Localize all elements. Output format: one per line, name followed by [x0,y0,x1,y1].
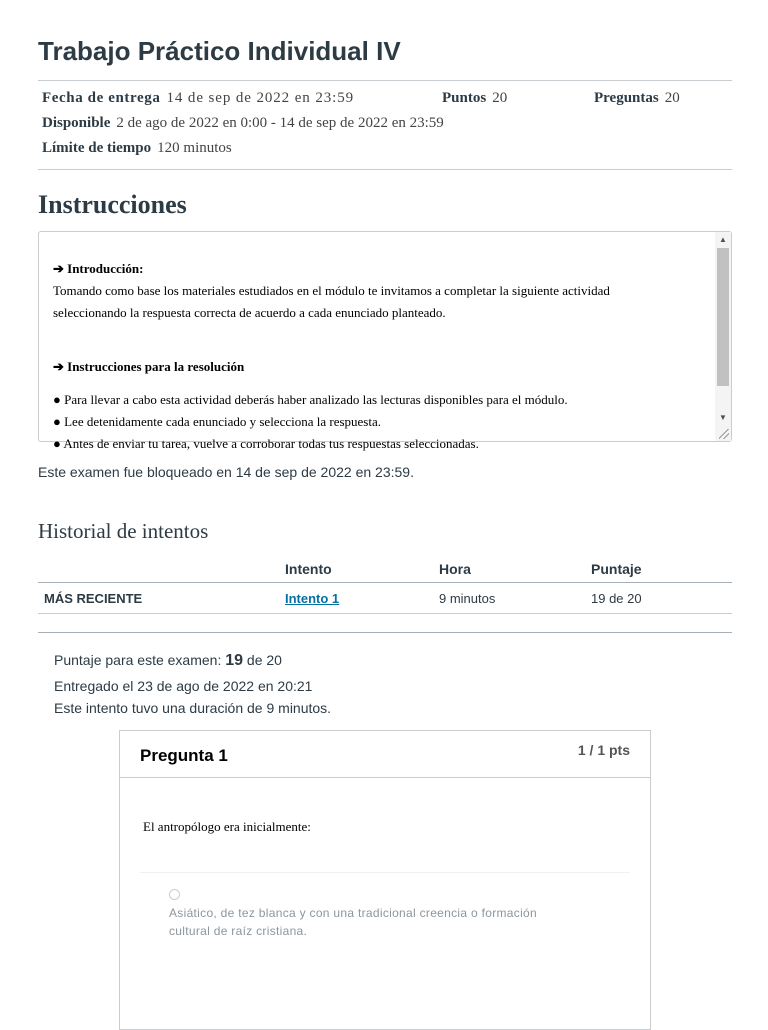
questions-label: Preguntas [594,90,659,106]
question-header [120,731,650,778]
scroll-up-icon[interactable]: ▲ [719,235,727,244]
question-title: Pregunta 1 [140,746,228,765]
time-limit-label: Límite de tiempo [42,140,152,156]
table-row-divider [38,613,732,614]
column-header-time: Hora [439,561,471,577]
answer-line: cultural de raíz cristiana. [169,924,308,938]
score-value: 19 [225,652,244,669]
table-header-divider [38,582,732,583]
time-limit-value: 120 minutos [157,140,232,156]
points-value: 20 [492,90,508,106]
intro-text-1: Tomando como base los materiales estudiados en el módulo te invitamos a completar la siguiente actividad [53,283,610,298]
score-line [54,652,282,670]
scroll-down-icon[interactable]: ▼ [719,413,727,422]
locked-message: Este examen fue bloqueado en 14 de sep de 2022 en 23:59. [38,464,414,480]
due-date-row [42,90,354,107]
submitted-line: Entregado el 23 de ago de 2022 en 20:21 [54,678,313,694]
question-text: El antropólogo era inicialmente: [143,819,311,834]
available-row [42,115,444,132]
divider [38,632,732,633]
column-header-attempt: Intento [285,561,332,577]
bullet-item: ● Para llevar a cabo esta actividad deberás haber analizado las lecturas disponibles para el módulo. [53,392,568,407]
page-title: Trabajo Práctico Individual IV [38,36,401,66]
score-suffix: de 20 [243,652,282,668]
available-label: Disponible [42,115,111,131]
answer-separator [140,872,630,873]
instructions-scrollbar[interactable] [715,232,731,441]
scroll-thumb[interactable] [717,248,729,386]
due-date-label: Fecha de entrega [42,90,161,106]
questions-value: 20 [664,90,680,106]
resize-grip-icon[interactable] [719,429,729,439]
bullet-item: ● Lee detenidamente cada enunciado y selecciona la respuesta. [53,414,381,429]
question-points: 1 / 1 pts [577,742,630,758]
questions-row [594,90,680,107]
due-date-value: 14 de sep de 2022 en 23:59 [166,90,355,106]
attempt-link[interactable]: Intento 1 [285,591,340,606]
answer-radio[interactable] [169,889,180,900]
duration-line: Este intento tuvo una duración de 9 minutos. [54,700,332,716]
time-limit-row [42,140,232,157]
points-row [442,90,507,107]
answer-text [169,904,589,940]
resolution-title: ➔ Instrucciones para la resolución [53,359,245,374]
question-card [119,730,651,1030]
score-prefix: Puntaje para este examen: [54,652,226,668]
points-label: Puntos [442,90,487,106]
bullet-item: ● Antes de enviar tu tarea, vuelve a corroborar todas tus respuestas seleccionadas. [53,436,479,451]
divider [38,80,732,81]
column-header-score: Puntaje [591,561,642,577]
answer-line: Asiático, de tez blanca y con una tradicional creencia o formación [169,906,537,920]
attempt-time: 9 minutos [439,591,496,606]
instructions-box[interactable] [38,231,732,451]
available-value: 2 de ago de 2022 en 0:00 - 14 de sep de 2022 en 23:59 [116,115,444,131]
latest-label: MÁS RECIENTE [44,591,143,606]
intro-text-2: seleccionando la respuesta correcta de acuerdo a cada enunciado planteado. [53,305,446,320]
divider [38,169,732,170]
history-title: Historial de intentos [38,519,209,543]
intro-title: ➔ Introducción: [53,261,144,276]
attempt-score: 19 de 20 [591,591,642,606]
instructions-heading: Instrucciones [38,190,187,219]
